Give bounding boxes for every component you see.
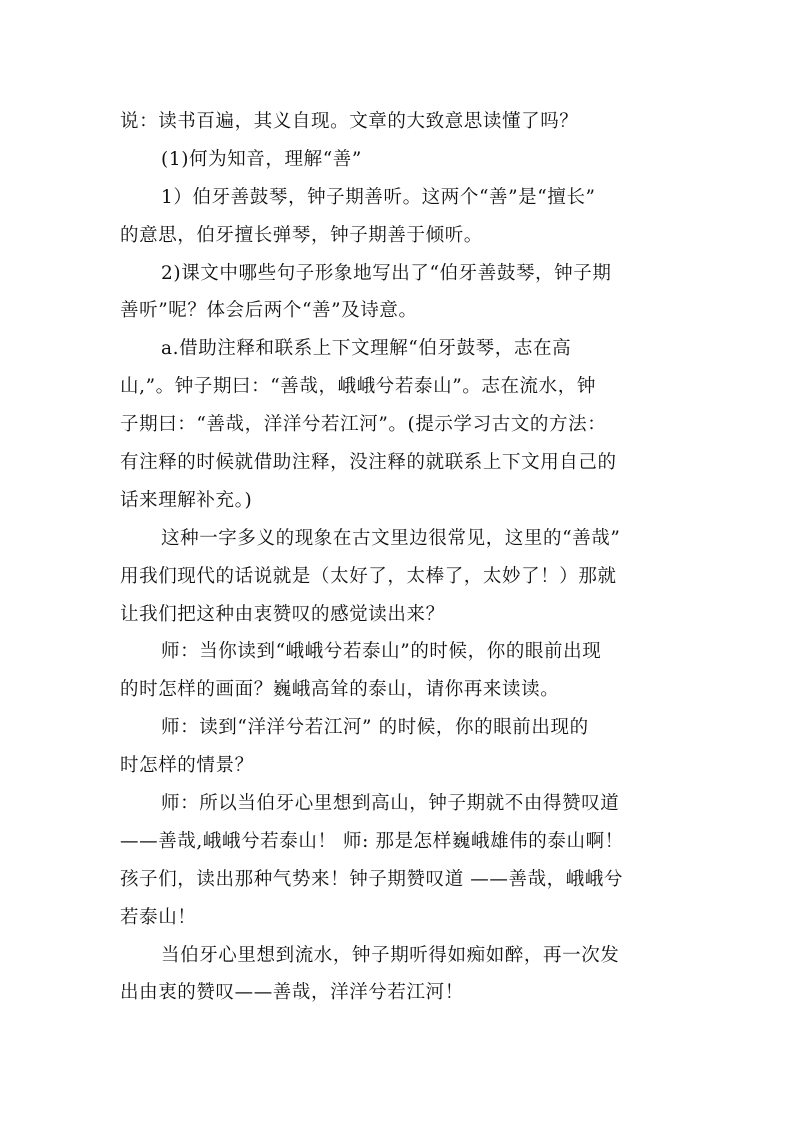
text-line: 当伯牙心里想到流水，钟子期听得如痴如醉，再一次发 — [161, 944, 620, 966]
text-line: ——善哉,峨峨兮若泰山！ 师: 那是怎样巍峨雄伟的泰山啊！ — [120, 830, 624, 852]
text-line: 子期曰：“善哉，洋洋兮若江河”。(提示学习古文的方法： — [120, 414, 607, 436]
text-line: 1）伯牙善鼓琴，钟子期善听。这两个“善”是“擅长” — [161, 186, 596, 208]
text-line: 这种一字多义的现象在古文里边很常见，这里的“善哉” — [161, 527, 621, 549]
text-line: 话来理解补充。) — [120, 489, 253, 511]
text-line: 山,”。钟子期曰：“善哉，峨峨兮若泰山”。志在流水，钟 — [120, 376, 596, 398]
text-line: 让我们把这种由衷赞叹的感觉读出来？ — [120, 603, 445, 625]
text-line: 师：所以当伯牙心里想到高山，钟子期就不由得赞叹道 — [161, 793, 620, 815]
text-line: 的意思，伯牙擅长弹琴，钟子期善于倾听。 — [120, 224, 483, 246]
text-line: 善听”呢？体会后两个“善”及诗意。 — [120, 300, 418, 322]
text-line: 2)课文中哪些句子形象地写出了“伯牙善鼓琴，钟子期 — [161, 262, 612, 284]
text-line: 用我们现代的话说就是（太好了，太棒了，太妙了！）那就 — [120, 565, 617, 587]
text-line: 出由衷的赞叹——善哉，洋洋兮若江河！ — [120, 982, 464, 1004]
text-line: 师：当你读到“峨峨兮若泰山”的时候，你的眼前出现 — [161, 641, 602, 663]
text-line: 有注释的时候就借助注释，没注释的就联系上下文用自己的 — [120, 452, 617, 474]
text-line: 说：读书百遍，其义自现。文章的大致意思读懂了吗？ — [120, 111, 579, 132]
text-line: 孩子们，读出那种气势来！钟子期赞叹道 ——善哉，峨峨兮 — [120, 868, 624, 890]
text-line: 时怎样的情景？ — [120, 755, 254, 777]
text-line: (1)何为知音，理解“善” — [161, 148, 362, 170]
text-line: 师：读到“洋洋兮若江河” 的时候，你的眼前出现的 — [161, 717, 589, 739]
document-body — [120, 103, 678, 1012]
text-line: a.借助注释和联系上下文理解“伯牙鼓琴，志在高 — [161, 338, 572, 360]
text-line: 若泰山！ — [120, 906, 197, 928]
text-line: 的时怎样的画面？巍峨高耸的泰山，请你再来读读。 — [120, 679, 560, 701]
